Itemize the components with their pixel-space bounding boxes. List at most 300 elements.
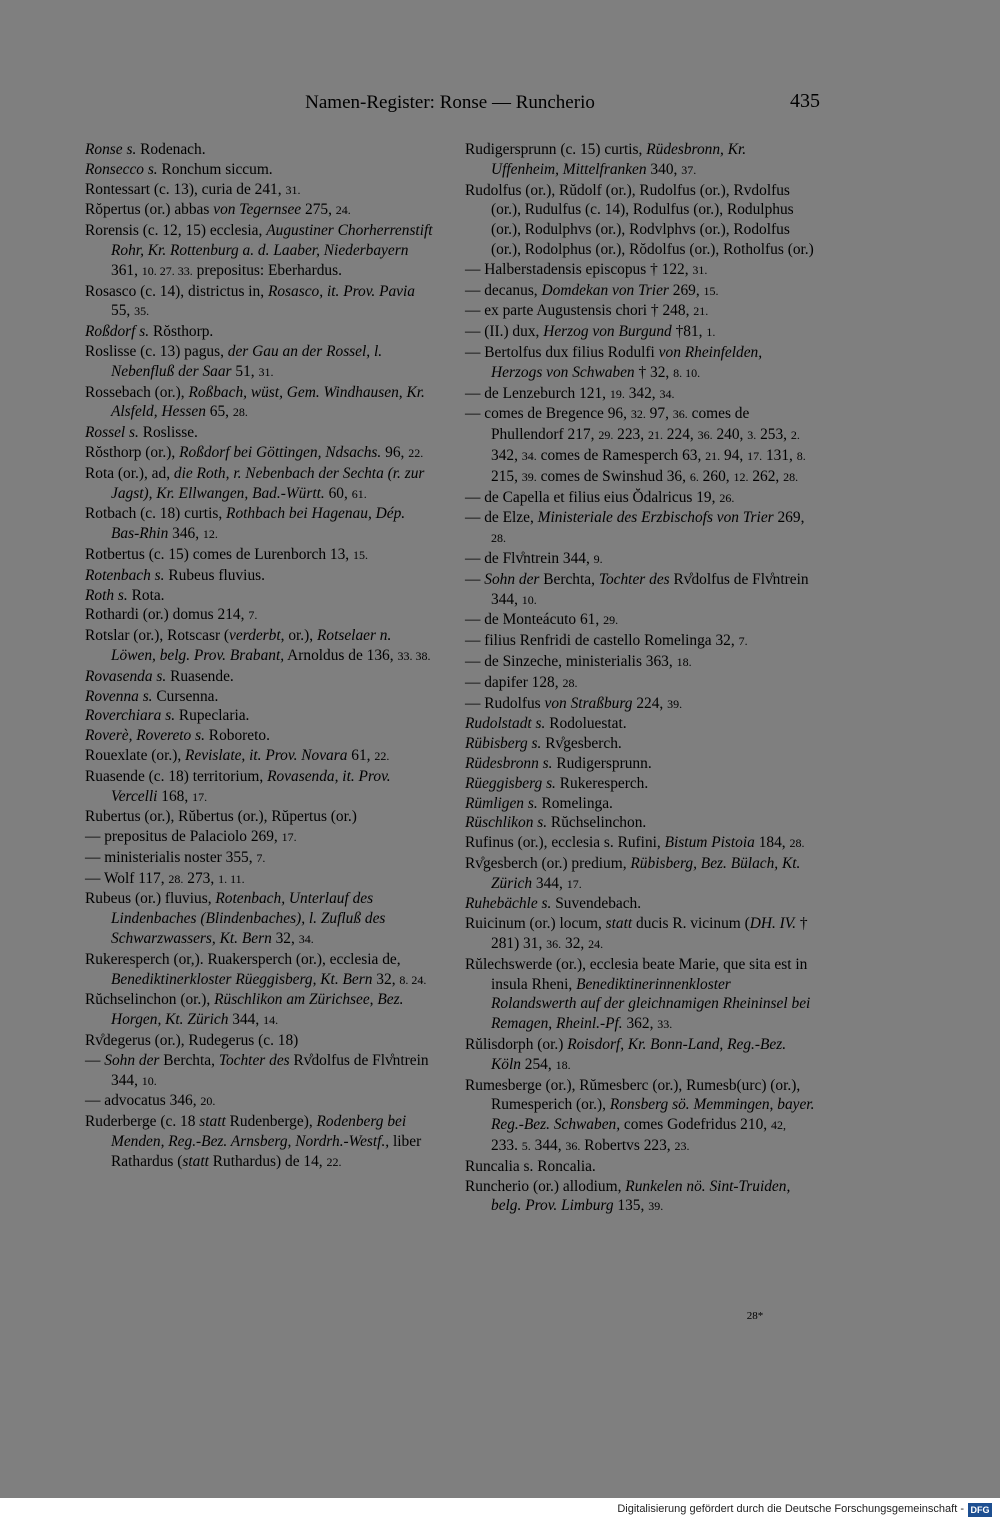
- index-entry: [465, 631, 815, 652]
- entry-text: Rüdesbronn s.: [465, 754, 553, 772]
- index-entry: [465, 301, 815, 322]
- entry-text: — ex parte Augustensis chori † 248,: [465, 302, 694, 320]
- entry-text: Rubertus (or.), Rŭbertus (or.), Rŭpertus (or.): [85, 808, 357, 826]
- entry-text: 184,: [754, 834, 790, 852]
- index-entry: [85, 767, 435, 808]
- entry-text: 260,: [698, 467, 734, 485]
- index-entry: [85, 950, 435, 991]
- footer-bar: [0, 1498, 1000, 1522]
- entry-text: 20.: [200, 1094, 216, 1109]
- entry-text: der Gau an der Rossel, l. Nebenfluß der Saar: [111, 342, 383, 380]
- entry-text: 240,: [712, 426, 748, 444]
- entry-text: 224,: [632, 694, 668, 712]
- entry-text: 29.: [603, 613, 619, 628]
- entry-text: 344,: [532, 874, 567, 892]
- entry-text: 10.: [141, 1073, 157, 1088]
- index-entry: [85, 807, 435, 827]
- entry-text: Rubeus fluvius.: [164, 566, 265, 584]
- entry-text: Roverè, Rovereto s.: [85, 727, 205, 745]
- entry-text: 28.: [168, 871, 184, 886]
- entry-text: — de Monteácuto 61,: [465, 611, 604, 629]
- index-entry: [465, 794, 815, 814]
- entry-text: Rv̊dolfus de Flv̊ntrein 344,: [491, 570, 809, 608]
- entry-text: 12.: [733, 469, 749, 484]
- index-column-right: [465, 140, 815, 1217]
- entry-text: 6.: [689, 469, 699, 484]
- index-entry: [85, 1112, 435, 1172]
- index-entry: [465, 181, 815, 260]
- entry-text: die Roth, r. Nebenbach der Sechta (r. zur Jagst), Kr. Ellwangen, Bad.-Württ.: [111, 464, 425, 502]
- entry-text: Rv̊gesberch (or.) predium,: [465, 854, 631, 872]
- entry-text: 168,: [157, 787, 193, 805]
- entry-text: 28.: [783, 469, 799, 484]
- entry-text: Rotenbach s.: [85, 566, 165, 584]
- index-entry: [85, 869, 435, 890]
- entry-text: 15.: [352, 547, 368, 562]
- index-entry: [465, 610, 815, 631]
- entry-text: 233.: [491, 1137, 522, 1155]
- entry-text: 33. 38.: [397, 648, 431, 663]
- entry-text: Rudenberge),: [225, 1113, 317, 1131]
- index-entry: [85, 545, 435, 566]
- index-entry: [465, 694, 815, 715]
- entry-text: 32.: [630, 407, 646, 422]
- entry-text: 32,: [271, 930, 299, 948]
- entry-text: Rotslar (or.), Rotscasr (: [85, 627, 230, 645]
- index-entry: [465, 754, 815, 774]
- entry-text: Roßdorf s.: [85, 323, 150, 341]
- entry-text: — dapifer 128,: [465, 673, 563, 691]
- entry-text: 39.: [648, 1199, 664, 1214]
- entry-text: Benediktinerinnenkloster Rolandswerth auf der gleichnamigen Rheininsel bei Remagen, Rheinl.-Pf.: [491, 975, 811, 1033]
- entry-text: 31.: [692, 262, 708, 277]
- entry-text: 26.: [719, 490, 735, 505]
- index-entry: [465, 914, 815, 955]
- entry-text: 94,: [720, 446, 748, 464]
- entry-text: 33.: [657, 1017, 673, 1032]
- entry-text: Rossel s.: [85, 424, 139, 442]
- entry-text: Rŭchselinchon (or.),: [85, 991, 215, 1009]
- entry-text: Roth s.: [85, 586, 128, 604]
- entry-text: † 281) 31,: [491, 915, 808, 953]
- entry-text: Rossebach (or.),: [85, 383, 189, 401]
- entry-text: — Wolf 117,: [85, 869, 169, 887]
- entry-text: comes de Phullendorf 217,: [491, 405, 750, 444]
- entry-text: Rŭlisdorph (or.): [465, 1036, 568, 1054]
- entry-text: 34.: [521, 448, 537, 463]
- index-entry: [465, 488, 815, 509]
- entry-text: Rufinus (or.), ecclesia s. Rufini,: [465, 834, 665, 852]
- entry-text: 262,: [748, 467, 784, 485]
- index-entry: [85, 423, 435, 443]
- index-entry: [85, 746, 435, 767]
- entry-text: Ruderberge (c. 18: [85, 1113, 200, 1131]
- entry-text: 346,: [168, 525, 203, 543]
- entry-text: Rubeus (or.) fluvius,: [85, 890, 216, 908]
- entry-text: Roßbach, wüst, Gem. Windhausen, Kr. Alsfeld, Hessen: [111, 383, 425, 421]
- index-entry: [85, 990, 435, 1031]
- entry-text: 28.: [232, 405, 248, 420]
- entry-text: liber Rathardus (: [111, 1133, 422, 1170]
- entry-text: 97,: [645, 405, 673, 423]
- entry-text: Rotselaer n. Löwen, belg. Prov. Brabant,: [111, 627, 392, 664]
- entry-text: Ronsecco s.: [85, 160, 158, 178]
- entry-text: Tochter des: [218, 1051, 290, 1069]
- entry-text: 34.: [659, 386, 675, 401]
- entry-text: Rukeresperch (or,). Ruakersperch (or.), ecclesia de,: [85, 950, 401, 968]
- entry-text: 340,: [646, 160, 682, 178]
- entry-text: 36.: [672, 407, 688, 422]
- index-entry: [85, 626, 435, 667]
- entry-text: Rudolstadt s.: [465, 715, 546, 733]
- entry-text: Arnoldus de 136,: [284, 646, 398, 664]
- index-entry: [85, 504, 435, 545]
- index-entry: [85, 160, 435, 180]
- entry-text: Rübisberg, Bez. Bülach, Kt. Zürich: [491, 854, 801, 892]
- entry-text: Rudigersprunn (c. 15) curtis,: [465, 141, 647, 158]
- entry-text: Revislate, it. Prov. Novara: [185, 746, 348, 764]
- entry-text: — advocatus 346,: [85, 1092, 201, 1110]
- entry-text: 61.: [351, 486, 367, 501]
- entry-text: 22.: [374, 748, 390, 763]
- entry-text: von Straßburg: [544, 694, 633, 712]
- index-entry: [465, 734, 815, 754]
- entry-text: 23.: [674, 1139, 690, 1154]
- entry-text: Rouexlate (or.),: [85, 746, 186, 764]
- entry-text: Benediktinerkloster Rüeggisberg, Kt. Bern: [111, 970, 373, 988]
- entry-text: 39.: [521, 469, 537, 484]
- index-entry: [85, 667, 435, 687]
- index-entry: [465, 1035, 815, 1076]
- entry-text: 223,: [613, 426, 648, 444]
- entry-text: —: [85, 1051, 105, 1069]
- entry-text: — Rudolfus: [465, 694, 545, 712]
- entry-text: 14.: [263, 1013, 279, 1028]
- entry-text: 7.: [738, 634, 748, 649]
- entry-text: 36.: [697, 428, 713, 443]
- entry-text: 342,: [624, 384, 660, 402]
- entry-text: , or.),: [280, 627, 317, 645]
- index-column-left: [85, 140, 435, 1173]
- index-entry: [85, 140, 435, 160]
- entry-text: comes de Ramesperch 63,: [536, 446, 706, 464]
- entry-text: † 32,: [634, 363, 674, 381]
- index-entry: [85, 282, 435, 323]
- entry-text: 17.: [281, 830, 297, 845]
- entry-text: 36.: [546, 937, 562, 952]
- entry-text: 21.: [705, 448, 721, 463]
- signature-mark: 28*: [746, 1310, 764, 1322]
- entry-text: Rüeggisberg s.: [465, 774, 556, 792]
- entry-text: Ruthardus) de 14,: [208, 1152, 327, 1170]
- entry-text: Rovasenda, it. Prov. Vercelli: [111, 767, 391, 805]
- entry-text: Rovasenda s.: [85, 667, 167, 685]
- entry-text: — de Sinzeche, ministerialis 363,: [465, 652, 677, 670]
- entry-text: 37.: [681, 162, 697, 177]
- index-entry: [465, 652, 815, 673]
- entry-text: — Halberstadensis episcopus † 122,: [465, 260, 693, 278]
- entry-text: 344,: [530, 1137, 566, 1155]
- entry-text: 42,: [770, 1118, 786, 1133]
- entry-text: 15.: [703, 283, 719, 298]
- entry-text: 21.: [647, 428, 663, 443]
- entry-text: 275,: [301, 201, 336, 219]
- index-entry: [85, 706, 435, 726]
- entry-text: 17.: [566, 876, 582, 891]
- index-entry: [465, 404, 815, 487]
- entry-text: Rorensis (c. 12, 15) ecclesia,: [85, 222, 267, 240]
- index-entry: [85, 383, 435, 424]
- entry-text: 31.: [285, 182, 301, 197]
- entry-text: Rodenberg bei Menden, Reg.-Bez. Arnsberg, Nordrh.-Westf.,: [111, 1113, 407, 1151]
- entry-text: 7.: [248, 608, 258, 623]
- entry-text: 17.: [747, 448, 763, 463]
- entry-text: Ministeriale des Erzbischofs von Trier: [537, 509, 774, 527]
- entry-text: — de Elze,: [465, 509, 538, 527]
- index-entry: [85, 605, 435, 626]
- entry-text: Augustiner Chorherrenstift Rohr, Kr. Rottenburg a. d. Laaber, Niederbayern: [111, 222, 433, 259]
- index-entry: [465, 955, 815, 1035]
- entry-text: 60,: [324, 484, 352, 502]
- entry-text: Rukeresperch.: [555, 774, 649, 792]
- entry-text: Rothardi (or.) domus 214,: [85, 606, 249, 624]
- index-entry: [465, 1157, 815, 1177]
- entry-text: Rv̊dolfus de Flv̊ntrein 344,: [111, 1051, 429, 1089]
- index-entry: [85, 687, 435, 707]
- entry-text: — de Capella et filius eius Ŏdalricus 19,: [465, 488, 720, 506]
- entry-text: 362,: [622, 1015, 658, 1033]
- entry-text: 17.: [192, 789, 208, 804]
- entry-text: ducis R. vicinum (: [632, 915, 750, 933]
- entry-text: verderbt: [229, 627, 281, 645]
- entry-text: Ruasende.: [166, 667, 234, 685]
- entry-text: Rv̊degerus (or.), Rudegerus (c. 18): [85, 1032, 299, 1050]
- entry-text: 24.: [335, 203, 351, 218]
- entry-text: — de Lenzeburch 121,: [465, 384, 610, 402]
- entry-text: Rv̊gesberch.: [541, 735, 622, 753]
- entry-text: Rŏsthorp (or.),: [85, 443, 180, 461]
- entry-text: Rŭlechswerde (or.), ecclesia beate Marie, que sita est in insula Rheni,: [465, 955, 808, 993]
- entry-text: Sohn der: [104, 1051, 160, 1069]
- entry-text: 31.: [258, 364, 274, 379]
- entry-text: Ronsberg sö. Memmingen, bayer. Reg.-Bez. Schwaben,: [491, 1096, 815, 1134]
- entry-text: 35.: [134, 304, 150, 319]
- entry-text: 19.: [609, 386, 625, 401]
- entry-text: — comes de Bregence 96,: [465, 405, 631, 423]
- entry-text: 51,: [231, 362, 259, 380]
- entry-text: Rübisberg s.: [465, 735, 542, 753]
- index-entry: [85, 566, 435, 586]
- entry-text: 28.: [491, 531, 506, 546]
- index-entry: [465, 384, 815, 405]
- entry-text: 32,: [561, 935, 589, 953]
- entry-text: 5.: [521, 1139, 531, 1154]
- index-entry: [85, 342, 435, 383]
- entry-text: Rotbach (c. 18) curtis,: [85, 505, 227, 523]
- entry-text: Rüschlikon am Zürichsee, Bez. Horgen, Kt. Zürich: [111, 991, 404, 1029]
- entry-text: Rüdesbronn, Kr. Uffenheim, Mittelfranken: [491, 141, 747, 178]
- index-entry: [465, 322, 815, 343]
- index-entry: [465, 833, 815, 854]
- entry-text: Rodoluestat.: [545, 715, 627, 733]
- entry-text: 10. 27. 33.: [141, 263, 193, 278]
- entry-text: 1.: [706, 325, 716, 340]
- entry-text: Bistum Pistoia: [664, 834, 755, 852]
- entry-text: Rotenbach, Unterlauf des Lindenbaches (Blindenbaches), l. Zufluß des Schwarzwassers, Kt. Bern: [111, 890, 386, 948]
- page-number: 435: [790, 90, 820, 112]
- index-entry: [85, 464, 435, 505]
- index-entry: [465, 894, 815, 914]
- entry-text: †81,: [671, 323, 707, 341]
- index-entry: [465, 1076, 815, 1157]
- entry-text: von Rheinfelden, Herzogs von Schwaben: [491, 343, 763, 381]
- index-entry: [85, 180, 435, 201]
- entry-text: Rovenna s.: [85, 687, 153, 705]
- entry-text: Rudolfus (or.), Rŭdolf (or.), Rudolfus (or.), Rvdolfus (or.), Rudulfus (c. 14), Rodulfus (or.), Rodulphus (or.), Rodulphvs (or.), Rodvlphvs (or.), Rodolfus (or.), Rodolphus (or.), Rŏdolfus (or.), Rotholfus (or.): [465, 181, 814, 258]
- entry-text: Runcherio (or.) allodium,: [465, 1177, 626, 1195]
- entry-text: Tochter des: [598, 570, 670, 588]
- entry-text: 34.: [298, 932, 314, 947]
- entry-text: Roboreto.: [204, 727, 270, 745]
- entry-text: 10.: [521, 592, 537, 607]
- entry-text: 96,: [381, 443, 409, 461]
- index-entry: [465, 774, 815, 794]
- index-entry: [85, 586, 435, 606]
- entry-text: Rontessart (c. 13), curia de 241,: [85, 180, 286, 198]
- entry-text: 8. 24.: [399, 972, 427, 987]
- entry-text: 344,: [228, 1011, 264, 1029]
- entry-text: Roslisse.: [138, 424, 198, 442]
- entry-text: Ronchum siccum.: [157, 160, 273, 178]
- page-header-title: Namen-Register: Ronse — Runcherio: [305, 92, 595, 113]
- entry-text: 21.: [693, 304, 709, 319]
- entry-text: — de Flv̊ntrein 344,: [465, 549, 594, 567]
- entry-text: 18.: [676, 654, 692, 669]
- index-entry: [85, 827, 435, 848]
- entry-text: Rothbach bei Hagenau, Dép. Bas-Rhin: [111, 505, 406, 543]
- index-entry: [465, 854, 815, 895]
- index-entry: [465, 1177, 815, 1218]
- entry-text: 32,: [372, 970, 400, 988]
- dfg-logo-icon: DFG: [968, 1503, 992, 1517]
- entry-text: Roverchiara s.: [85, 707, 176, 725]
- entry-text: 253,: [756, 426, 791, 444]
- entry-text: 12.: [202, 527, 218, 542]
- index-entry: [85, 221, 435, 281]
- entry-text: Robertvs 223,: [580, 1137, 675, 1155]
- entry-text: Rota (or.), ad,: [85, 464, 174, 482]
- entry-text: Rumesberge (or.), Rŭmesberc (or.), Rumesb(urc) (or.), Rumesperich (or.),: [465, 1076, 801, 1114]
- entry-text: Rŏsthorp.: [149, 323, 214, 341]
- entry-text: statt: [182, 1152, 209, 1170]
- entry-text: Ruhebächle s.: [465, 895, 552, 913]
- index-entry: [85, 200, 435, 221]
- entry-text: Roßdorf bei Göttingen, Ndsachs.: [179, 443, 382, 461]
- entry-text: 8. 10.: [673, 365, 701, 380]
- entry-text: 61,: [347, 746, 375, 764]
- index-entry: [465, 343, 815, 384]
- index-entry: [85, 322, 435, 342]
- entry-text: Berchta,: [159, 1051, 219, 1069]
- entry-text: Rupeclaria.: [175, 707, 250, 725]
- entry-text: Rosasco, it. Prov. Pavia: [267, 282, 415, 300]
- entry-text: 29.: [598, 428, 614, 443]
- entry-text: comes Godefridus 210,: [620, 1116, 771, 1134]
- entry-text: 22.: [408, 445, 424, 460]
- entry-text: 36.: [565, 1139, 581, 1154]
- entry-text: Rŏpertus (or.) abbas: [85, 201, 214, 219]
- entry-text: 65,: [205, 403, 233, 421]
- entry-text: — prepositus de Palaciolo 269,: [85, 828, 282, 846]
- entry-text: — (II.) dux,: [465, 323, 544, 341]
- entry-text: Ruasende (c. 18) territorium,: [85, 767, 268, 785]
- entry-text: Rosasco (c. 14), districtus in,: [85, 282, 268, 300]
- entry-text: 9.: [593, 551, 603, 566]
- entry-text: 269,: [668, 281, 704, 299]
- entry-text: von Tegernsee: [213, 201, 302, 219]
- entry-text: 7.: [256, 850, 266, 865]
- entry-text: 2.: [790, 428, 800, 443]
- entry-text: 131,: [762, 446, 797, 464]
- entry-text: Sohn der: [484, 570, 540, 588]
- entry-text: — Bertolfus dux filius Rodulfi: [465, 343, 659, 361]
- entry-text: Rŭchselinchon.: [547, 814, 647, 832]
- entry-text: Roslisse (c. 13) pagus,: [85, 342, 228, 360]
- entry-text: statt: [605, 915, 633, 933]
- entry-text: comes de Swinshud 36,: [536, 467, 690, 485]
- entry-text: 55,: [111, 302, 135, 320]
- entry-text: Rudigersprunn.: [552, 754, 652, 772]
- index-entry: [465, 714, 815, 734]
- entry-text: Ronse s.: [85, 141, 137, 158]
- entry-text: 135,: [613, 1197, 649, 1215]
- entry-text: — decanus,: [465, 281, 542, 299]
- index-entry: [465, 673, 815, 694]
- index-entry: [85, 1051, 435, 1092]
- index-entry: [85, 726, 435, 746]
- entry-text: 1. 11.: [218, 871, 245, 886]
- index-entry: [85, 1031, 435, 1051]
- entry-text: Rotbertus (c. 15) comes de Lurenborch 13,: [85, 545, 353, 563]
- index-entry: [465, 570, 815, 611]
- index-entry: [465, 281, 815, 302]
- entry-text: Suvendebach.: [551, 895, 642, 913]
- entry-text: 39.: [667, 696, 683, 711]
- entry-text: 3.: [747, 428, 757, 443]
- index-entry: [465, 549, 815, 570]
- entry-text: 254,: [520, 1055, 556, 1073]
- entry-text: Rota.: [127, 586, 165, 604]
- entry-text: prepositus: Eberhardus.: [192, 261, 342, 279]
- entry-text: 215,: [491, 467, 522, 485]
- index-entry: [85, 1091, 435, 1112]
- entry-text: 28.: [562, 675, 578, 690]
- entry-text: 22.: [326, 1154, 342, 1169]
- entry-text: Ruicinum (or.) locum,: [465, 915, 606, 933]
- index-entry: [85, 889, 435, 949]
- index-entry: [85, 443, 435, 464]
- index-entry: [85, 848, 435, 869]
- entry-text: — ministerialis noster 355,: [85, 848, 257, 866]
- entry-text: DH. IV.: [749, 915, 797, 933]
- footer-text: Digitalisierung gefördert durch die Deutsche Forschungsgemeinschaft -: [617, 1503, 964, 1515]
- entry-text: Roisdorf, Kr. Bonn-Land, Reg.-Bez. Köln: [491, 1036, 787, 1073]
- index-entry: [465, 260, 815, 281]
- entry-text: —: [465, 570, 485, 588]
- entry-text: 24.: [588, 937, 604, 952]
- entry-text: Rüschlikon s.: [465, 814, 548, 832]
- entry-text: Berchta,: [539, 570, 599, 588]
